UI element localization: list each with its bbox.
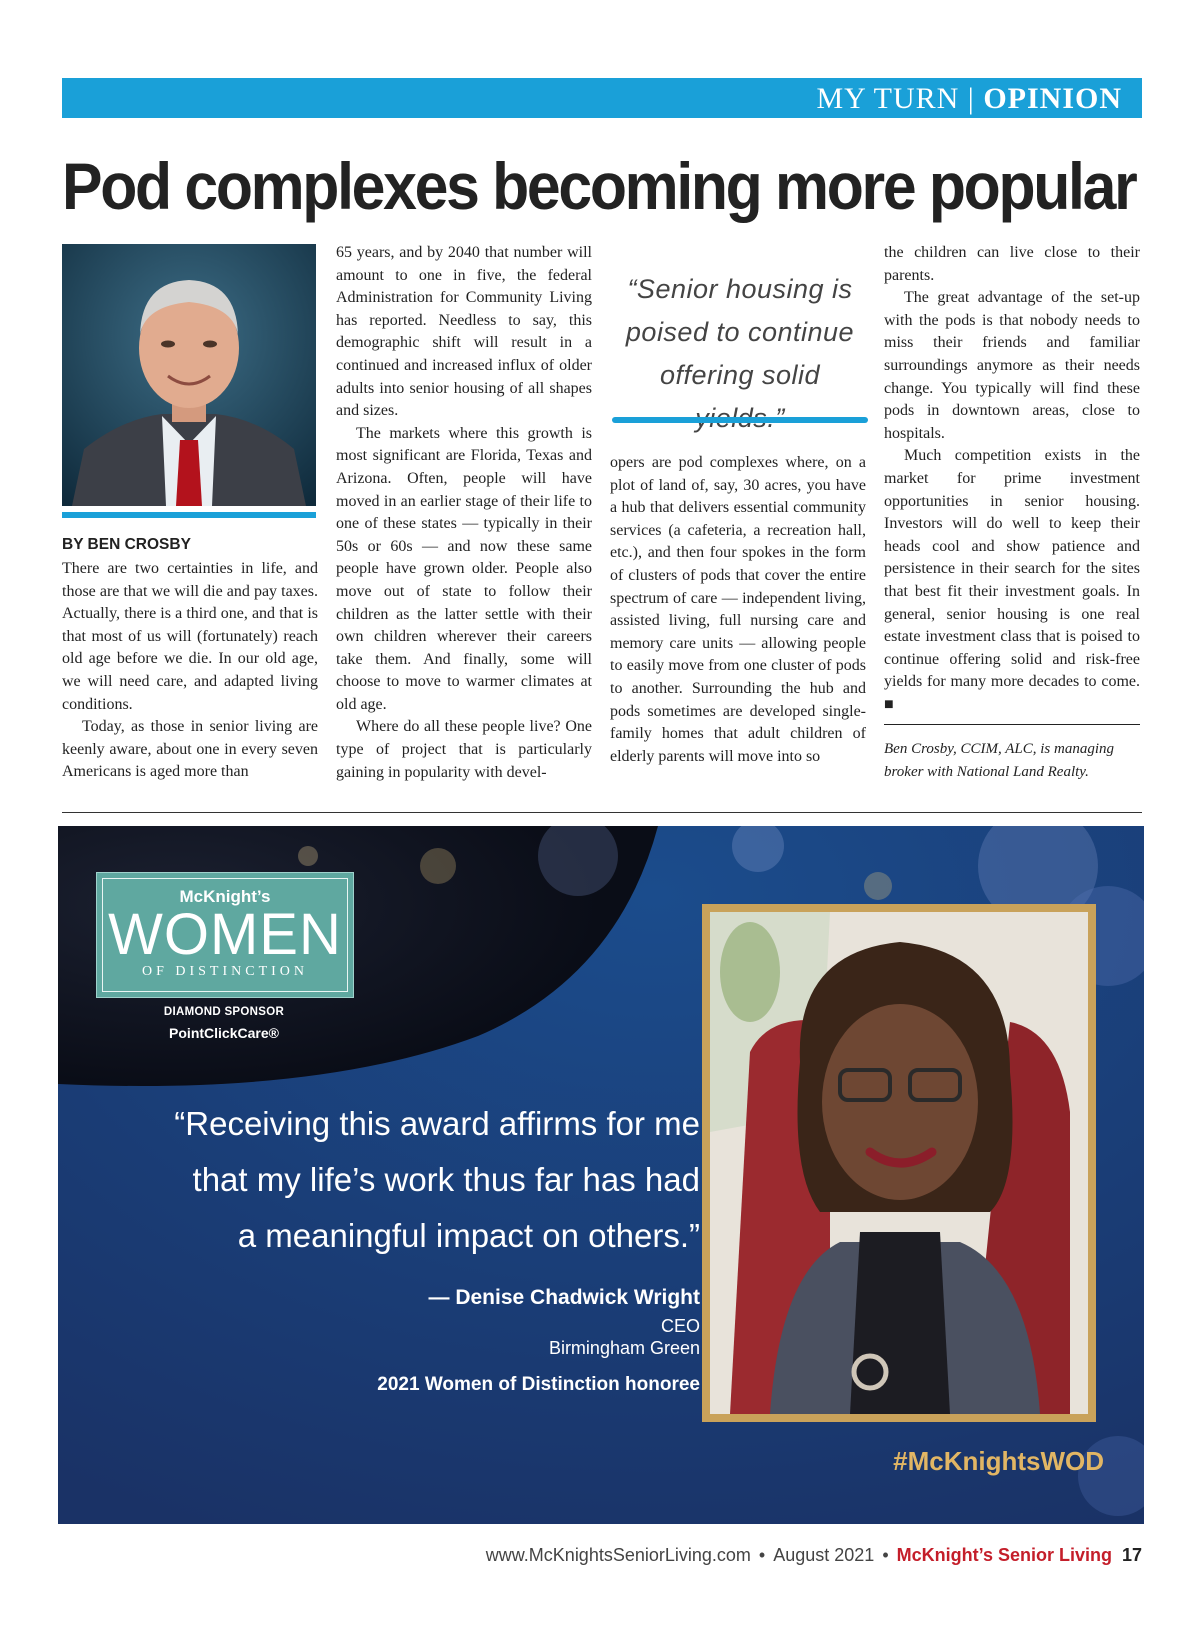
section-band <box>62 78 1142 118</box>
footer-separator: • <box>882 1545 889 1565</box>
section-divider-line <box>62 812 1142 813</box>
honoree-title: CEO <box>660 1316 700 1336</box>
sponsor-name: PointClickCare® <box>169 1025 279 1041</box>
honoree-name: — Denise Chadwick Wright <box>428 1286 700 1309</box>
ad-quote-line: a meaningful impact on others.” <box>237 1217 700 1254</box>
sponsor-label: DIAMOND SPONSOR <box>163 1006 285 1018</box>
section-label-bold: OPINION <box>983 82 1122 115</box>
paragraph: opers are pod complexes where, on a plot of land of, say, 30 acres, you have a hub that delivers essential community services (a cafeteria, a recreation hall, etc.), and then four spokes in the form of clusters of pods that cover the entire spectrum of care — independent living, assisted living, full nursing care and memory care units — allowing people to easily move from one cluster of pods to another. Surrounding the hub and pods sometimes are developed single-family homes that adult children of elderly parents will move into so <box>610 454 866 765</box>
paragraph: The great advantage of the set-up with the pods is that nobody needs to miss their friends and familiar surroundings anymore as their needs change. You typically will find these pods in downtown areas, close to hospitals. <box>884 289 1140 442</box>
author-bio: Ben Crosby, CCIM, ALC, is managing broker with National Land Realty. <box>884 741 1115 780</box>
section-label-light: MY TURN <box>816 82 960 115</box>
section-divider: | <box>967 82 975 115</box>
ad-quote-line: “Receiving this award affirms for me <box>174 1105 700 1142</box>
honoree-award: 2021 Women of Distinction honoree <box>377 1374 700 1395</box>
photo-accent-bar <box>62 512 316 518</box>
logo-of-distinction: OF DISTINCTION <box>141 964 309 979</box>
footer-url: www.McKnightsSeniorLiving.com <box>485 1545 751 1565</box>
paragraph: Much competition exists in the market for prime investment opportunities in senior housing. Investors will do well to keep their heads cool and show patience and persistence in their search for the sites that best fit their investment goals. In general, senior housing is one real estate investment class that is poised to continue offering solid and risk-free yields for many more decades to come. ■ <box>884 447 1140 713</box>
hashtag: #McKnightsWOD <box>893 1446 1104 1476</box>
byline: BY BEN CROSBY <box>62 536 191 553</box>
paragraph: the children can live close to their parents. <box>884 244 1140 284</box>
article-headline: Pod complexes becoming more popular <box>62 149 1136 223</box>
article-column-3 <box>610 452 866 768</box>
ad-quote-line: that my life’s work thus far has had <box>192 1161 700 1198</box>
logo-brand: McKnight’s <box>179 887 271 906</box>
paragraph: 65 years, and by 2040 that number will amount to one in five, the federal Administration for Community Living has reported. Needless to say, this demographic shift will result in a continued and increased influx of older adults into senior housing of all shapes and sizes. <box>336 244 592 420</box>
pull-quote-rule <box>612 417 868 423</box>
page-number: 17 <box>1121 1545 1142 1565</box>
pull-quote: “Senior housing is poised to continue offering solid <box>625 274 855 390</box>
advertisement <box>58 826 1144 1524</box>
page-footer <box>486 1545 1142 1566</box>
footer-publication: McKnight’s Senior Living <box>896 1545 1112 1565</box>
ad-quote <box>88 1096 700 1264</box>
honoree-organization: Birmingham Green <box>548 1338 700 1358</box>
paragraph: There are two certainties in life, and those are that we will die and pay taxes. Actually, there is a third one, and that is that most of us will (fortunately) reach old age before we die. In our old age, we will need care, and adapted living conditions. <box>62 560 318 713</box>
footer-date: August 2021 <box>773 1545 875 1565</box>
paragraph: The markets where this growth is most significant are Florida, Texas and Arizona. Often, people will have moved in an earlier stage of their life to one of these states — typically in their 50s or 60s — and now these same people have grown older. People also move out of state to follow their children as the latter settle with their own children wherever their careers take them. And finally, some will choose to move to warmer climates at old age. <box>336 424 592 713</box>
logo-women: WOMEN <box>108 902 342 967</box>
honoree-photo <box>710 912 1088 1414</box>
article-column-1 <box>62 558 318 784</box>
bio-divider <box>884 724 1140 725</box>
author-photo <box>62 244 316 506</box>
paragraph: Where do all these people live? One type of project that is particularly gaining in popularity with devel- <box>336 718 592 781</box>
women-of-distinction-logo <box>96 872 354 998</box>
article-column-2 <box>336 242 592 784</box>
footer-separator: • <box>758 1545 766 1565</box>
article-column-4 <box>884 242 1140 716</box>
paragraph: Today, as those in senior living are keenly aware, about one in every seven Americans is aged more than <box>62 718 318 781</box>
section-label <box>816 82 1122 116</box>
